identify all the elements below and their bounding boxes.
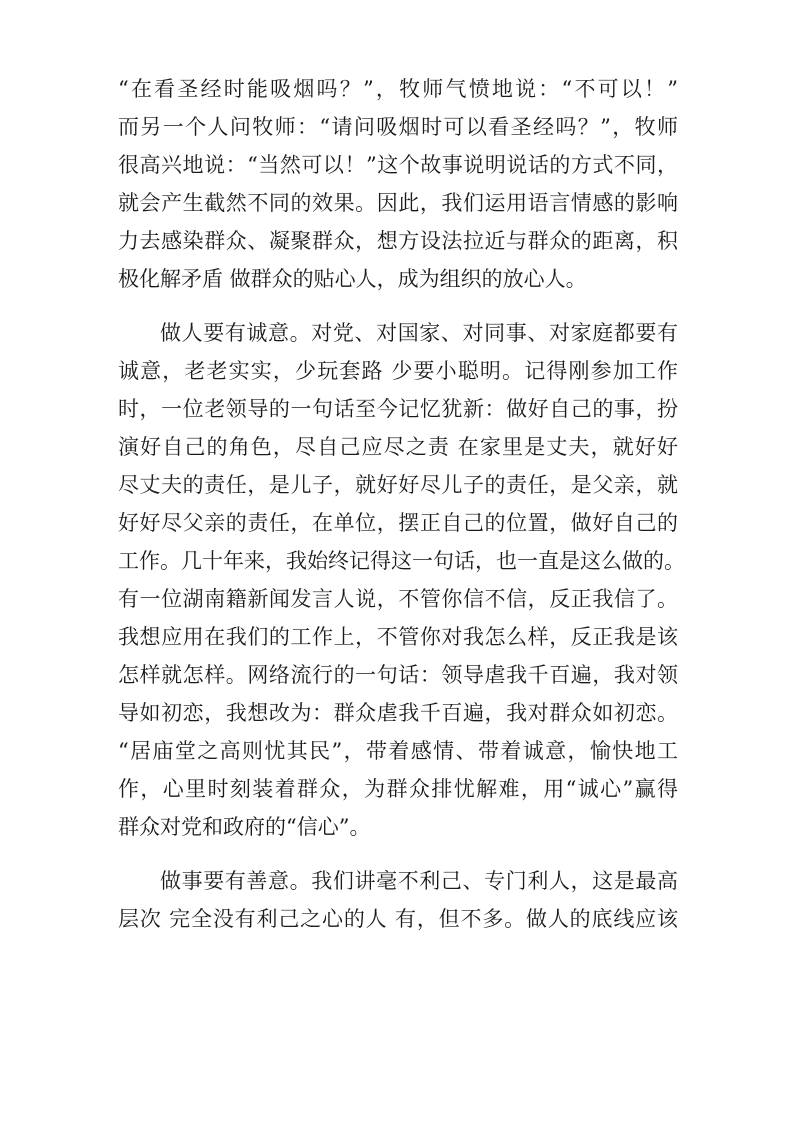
paragraph-gap [118, 846, 678, 862]
text-line: 力去感染群众、凝聚群众，想方设法拉近与群众的距离，积 [118, 229, 678, 253]
text-line: 好好尽父亲的责任，在单位，摆正自己的位置，做好自己的 [118, 511, 678, 535]
text-line: 层次 完全没有利己之心的人 有，但不多。做人的底线应该 [118, 907, 678, 931]
text-line: 极化解矛盾 做群众的贴心人，成为组织的放心人。 [118, 267, 587, 291]
text-line: 有一位湖南籍新闻发言人说，不管你信不信，反正我信了。 [118, 587, 678, 611]
text-line: 做事要有善意。我们讲毫不利己、专门利人，这是最高 [160, 869, 678, 893]
text-line: 我想应用在我们的工作上，不管你对我怎么样，反正我是该 [118, 625, 678, 649]
text-line: 就会产生截然不同的效果。因此，我们运用语言情感的影响 [118, 191, 678, 215]
text-line: 尽丈夫的责任，是儿子，就好好尽儿子的责任，是父亲，就 [118, 473, 678, 497]
text-line: 工作。几十年来，我始终记得这一句话，也一直是这么做的。 [118, 549, 685, 573]
paragraph-2 [118, 314, 685, 846]
text-line: 很高兴地说：“当然可以！”这个故事说明说话的方式不同， [118, 153, 678, 177]
paragraph-1 [118, 70, 678, 298]
text-line: 诚意，老老实实，少玩套路 少要小聪明。记得刚参加工作 [118, 359, 678, 383]
text-line: 怎样就怎样。网络流行的一句话：领导虐我千百遍，我对领 [118, 663, 678, 687]
paragraph-gap [118, 298, 678, 314]
text-line: 群众对党和政府的“信心”。 [118, 815, 371, 839]
paragraph-3 [118, 862, 678, 938]
text-line: “居庙堂之高则忧其民”，带着感情、带着诚意，愉快地工 [118, 739, 678, 763]
text-line: 做人要有诚意。对党、对国家、对同事、对家庭都要有 [160, 321, 678, 345]
text-line: “在看圣经时能吸烟吗？”，牧师气愤地说：“不可以！” [118, 77, 678, 101]
text-line: 时，一位老领导的一句话至今记忆犹新：做好自己的事，扮 [118, 397, 678, 421]
text-line: 而另一个人问牧师：“请问吸烟时可以看圣经吗？”，牧师 [118, 115, 678, 139]
text-line: 演好自己的角色，尽自己应尽之责 在家里是丈夫，就好好 [118, 435, 678, 459]
document-page [118, 70, 685, 938]
text-line: 作，心里时刻装着群众，为群众排忧解难，用“诚心”赢得 [118, 777, 678, 801]
text-line: 导如初恋，我想改为：群众虐我千百遍，我对群众如初恋。 [118, 701, 678, 725]
